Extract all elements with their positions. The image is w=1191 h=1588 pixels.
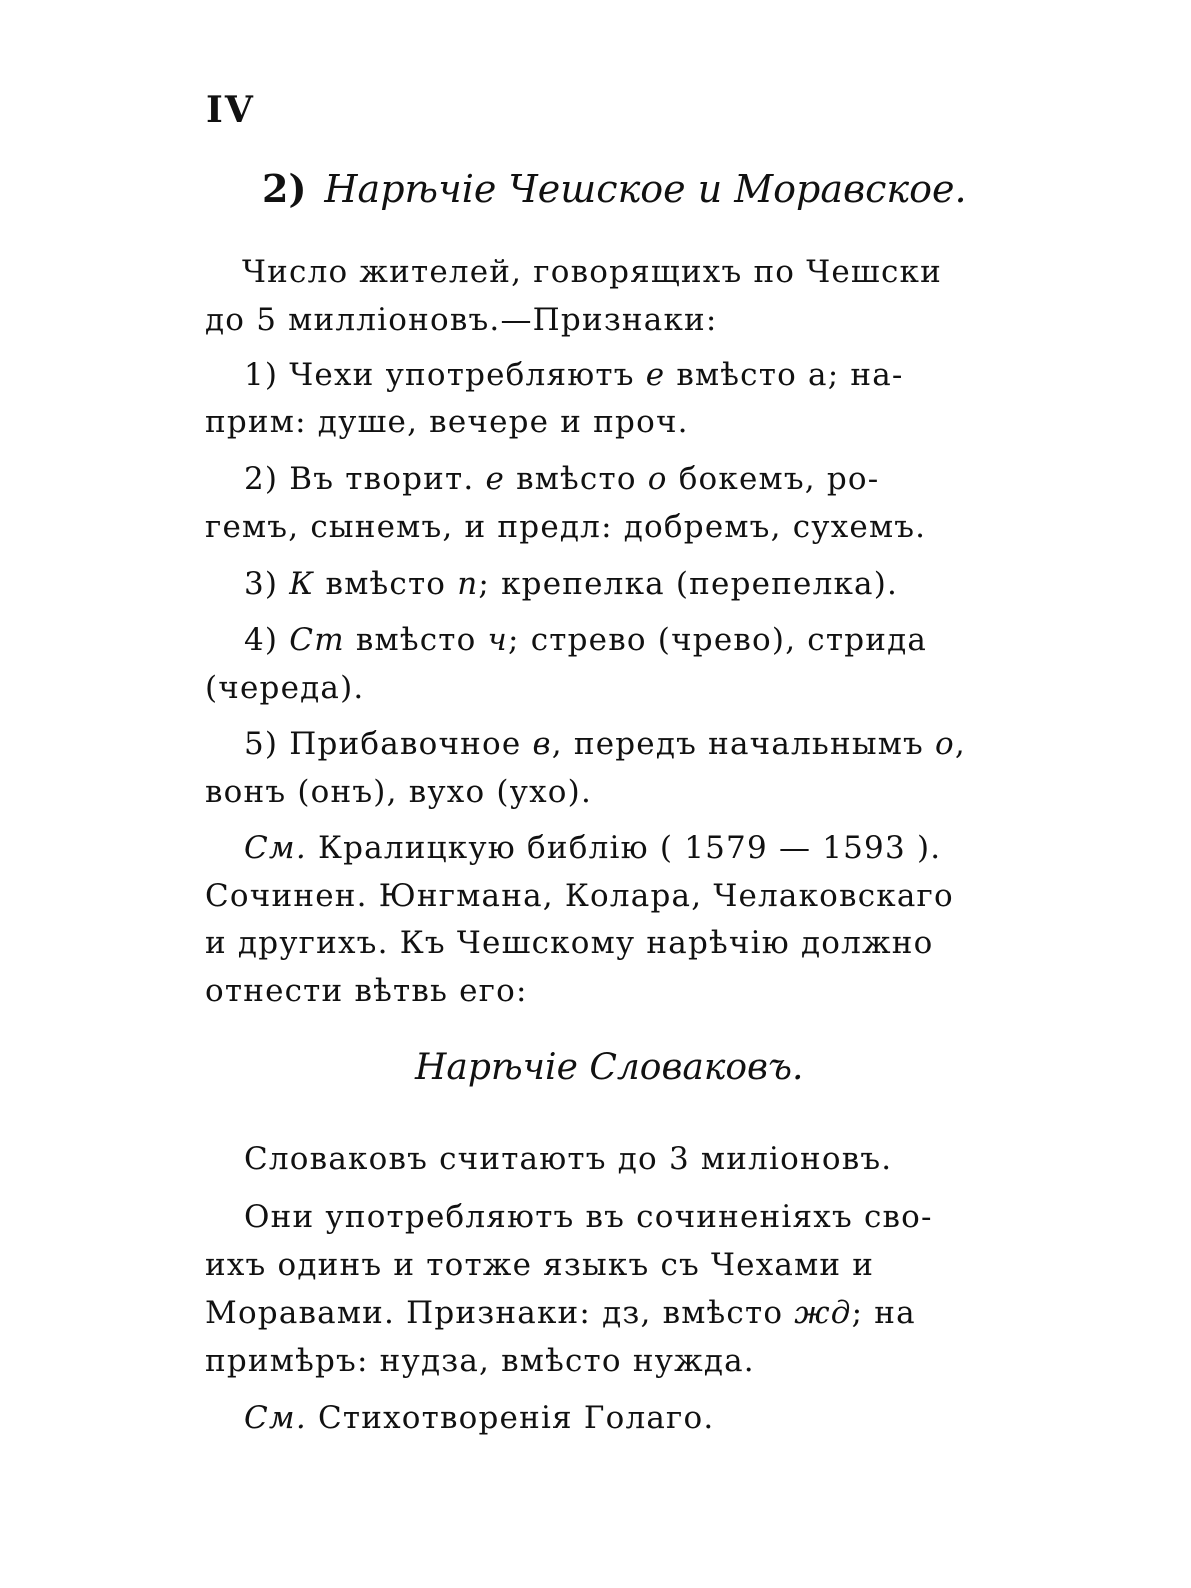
text-line: (череда).	[205, 670, 365, 706]
section-heading	[262, 166, 967, 211]
text-line: 2) Въ творит. е вмѣсто о бокемъ, ро-	[244, 461, 880, 497]
text-line: отнести вѣтвь его:	[205, 973, 528, 1009]
text-line: Словаковъ считаютъ до 3 миліоновъ.	[244, 1141, 893, 1177]
section-number: 2)	[262, 166, 307, 211]
text-line: Моравами. Признаки: дз, вмѣсто жд; на	[205, 1295, 916, 1331]
text-line: до 5 милліоновъ.—Признаки:	[205, 302, 718, 338]
text-line: См. Стихотворенія Голаго.	[244, 1400, 715, 1436]
text-line: вонъ (онъ), вухо (ухо).	[205, 774, 593, 810]
text-line: прим: душе, вечере и проч.	[205, 404, 689, 440]
text-line: примѣръ: нудза, вмѣсто нужда.	[205, 1343, 755, 1379]
text-line: Сочинен. Юнгмана, Колара, Челаковскаго	[205, 878, 954, 914]
text-line: Они употребляютъ въ сочиненіяхъ сво-	[244, 1199, 933, 1235]
abbrev-sm: См.	[244, 1400, 307, 1436]
text-line: Число жителей, говорящихъ по Чешски	[242, 254, 942, 290]
text-line: См. Кралицкую библію ( 1579 — 1593 ).	[244, 830, 942, 866]
text-line: 1) Чехи употребляютъ е вмѣсто а; на-	[244, 357, 904, 393]
text-line: ихъ одинъ и тотже языкъ съ Чехами и	[205, 1247, 875, 1283]
page-number: IV	[206, 89, 255, 131]
text-line: гемъ, сынемъ, и предл: добремъ, сухемъ.	[205, 509, 927, 545]
text-line: и другихъ. Къ Чешскому нарѣчію должно	[205, 925, 934, 961]
text-line: 5) Прибавочное в, передъ начальнымъ о,	[244, 726, 966, 762]
text-line: 4) Ст вмѣсто ч; стрево (чрево), стрида	[244, 622, 928, 658]
section-title: Нарѣчіе Чешское и Моравское.	[324, 167, 967, 211]
text-line: 3) К вмѣсто п; крепелка (перепелка).	[244, 566, 899, 602]
subheading: Нарѣчіе Словаковъ.	[415, 1047, 804, 1088]
abbrev-sm: См.	[244, 830, 307, 866]
